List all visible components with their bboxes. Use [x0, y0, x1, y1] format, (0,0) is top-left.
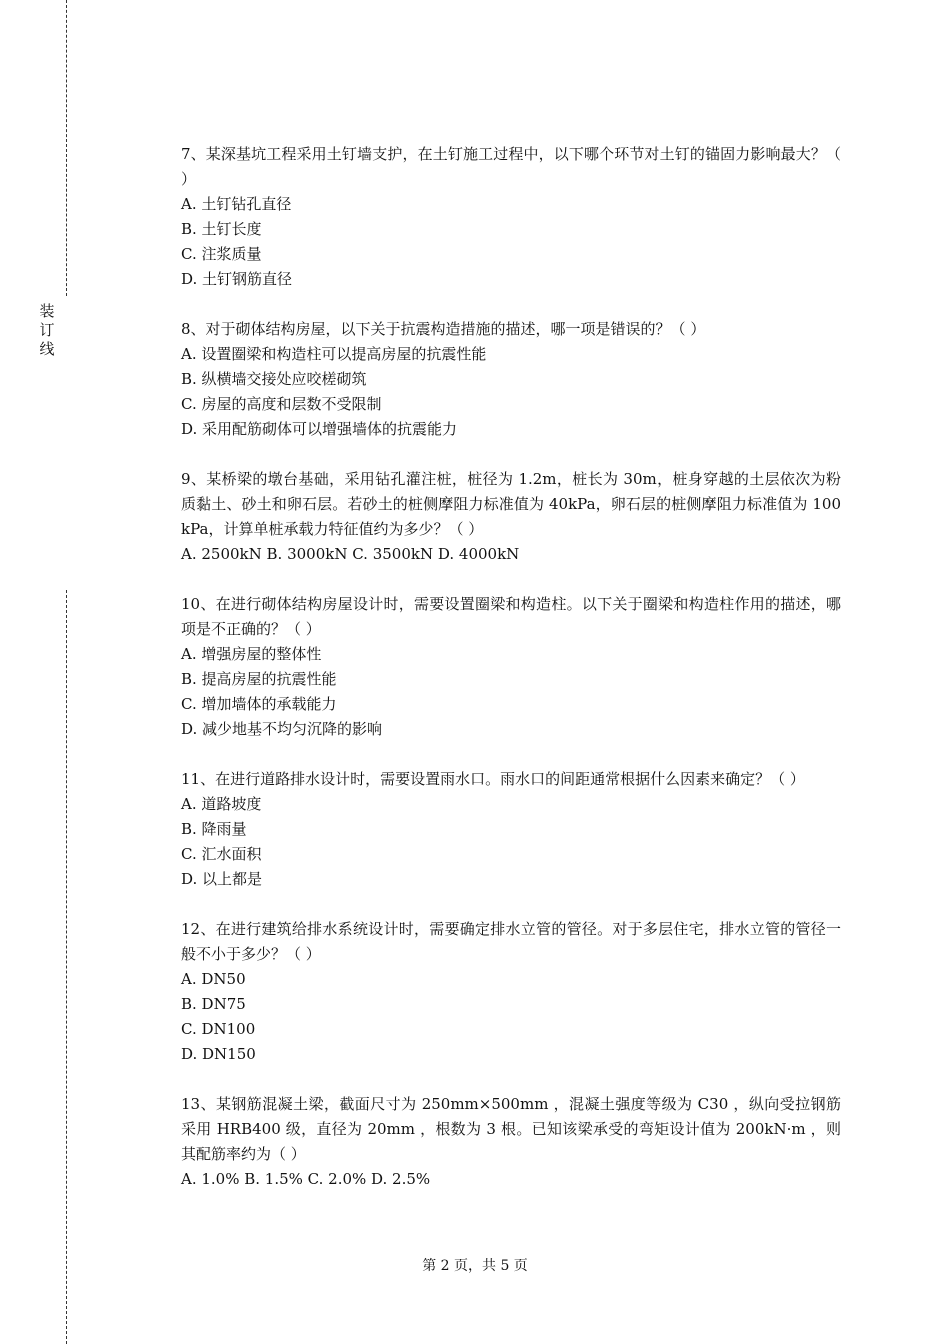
option-c: C. 房屋的高度和层数不受限制: [181, 395, 382, 413]
option-c: C. 增加墙体的承载能力: [181, 695, 337, 713]
option-c: C. DN100: [181, 1020, 256, 1038]
option-b: B. DN75: [181, 995, 246, 1013]
option-c: C. 汇水面积: [181, 845, 262, 863]
question-list: [181, 142, 841, 1217]
question-9: [181, 467, 841, 567]
question-stem: 13、某钢筋混凝土梁，截面尺寸为 250mm×500mm ，混凝土强度等级为 C30 ，纵向受拉钢筋采用 HRB400 级，直径为 20mm ，根数为 3 根。已知该梁承受的弯矩设计值为 200kN·m ，则其配筋率约为（ ）: [181, 1095, 841, 1163]
question-13: [181, 1092, 841, 1192]
binding-char: 订: [39, 321, 55, 339]
binding-char: 装: [39, 302, 55, 320]
option-a: A. DN50: [181, 970, 246, 988]
option-d: D. DN150: [181, 1045, 256, 1063]
option-b: B. 降雨量: [181, 820, 247, 838]
options-inline: A. 2500kN B. 3000kN C. 3500kN D. 4000kN: [181, 545, 520, 563]
question-stem: 8、对于砌体结构房屋，以下关于抗震构造措施的描述，哪一项是错误的？（ ）: [181, 320, 706, 338]
option-a: A. 增强房屋的整体性: [181, 645, 322, 663]
option-d: D. 采用配筋砌体可以增强墙体的抗震能力: [181, 420, 458, 438]
option-a: A. 设置圈梁和构造柱可以提高房屋的抗震性能: [181, 345, 487, 363]
option-d: D. 减少地基不均匀沉降的影响: [181, 720, 383, 738]
question-stem: 11、在进行道路排水设计时，需要设置雨水口。雨水口的间距通常根据什么因素来确定？（ ）: [181, 770, 805, 788]
option-c: C. 注浆质量: [181, 245, 262, 263]
page-number: 第 2 页，共 5 页: [422, 1258, 528, 1274]
question-11: [181, 767, 841, 892]
option-d: D. 土钉钢筋直径: [181, 270, 293, 288]
question-7: [181, 142, 841, 292]
binding-char: 线: [39, 340, 55, 358]
option-a: A. 道路坡度: [181, 795, 262, 813]
question-8: [181, 317, 841, 442]
binding-label: [37, 302, 57, 359]
question-stem: 9、某桥梁的墩台基础，采用钻孔灌注桩，桩径为 1.2m，桩长为 30m，桩身穿越的土层依次为粉质黏土、砂土和卵石层。若砂土的桩侧摩阻力标准值为 40kPa，卵石层的桩侧摩阻力标准值为 100kPa，计算单桩承载力特征值约为多少？（ ）: [181, 470, 841, 538]
binding-line-bottom: [66, 590, 67, 1344]
option-b: B. 纵横墙交接处应咬槎砌筑: [181, 370, 367, 388]
question-stem: 12、在进行建筑给排水系统设计时，需要确定排水立管的管径。对于多层住宅，排水立管的管径一般不小于多少？（ ）: [181, 920, 841, 963]
binding-line-top: [66, 0, 67, 296]
option-d: D. 以上都是: [181, 870, 263, 888]
option-a: A. 土钉钻孔直径: [181, 195, 292, 213]
option-b: B. 土钉长度: [181, 220, 262, 238]
options-inline: A. 1.0% B. 1.5% C. 2.0% D. 2.5%: [181, 1170, 431, 1188]
question-12: [181, 917, 841, 1067]
option-b: B. 提高房屋的抗震性能: [181, 670, 337, 688]
question-stem: 10、在进行砌体结构房屋设计时，需要设置圈梁和构造柱。以下关于圈梁和构造柱作用的描述，哪项是不正确的？（ ）: [181, 595, 841, 638]
question-10: [181, 592, 841, 742]
question-stem: 7、某深基坑工程采用土钉墙支护，在土钉施工过程中，以下哪个环节对土钉的锚固力影响最大？（ ）: [181, 145, 841, 188]
